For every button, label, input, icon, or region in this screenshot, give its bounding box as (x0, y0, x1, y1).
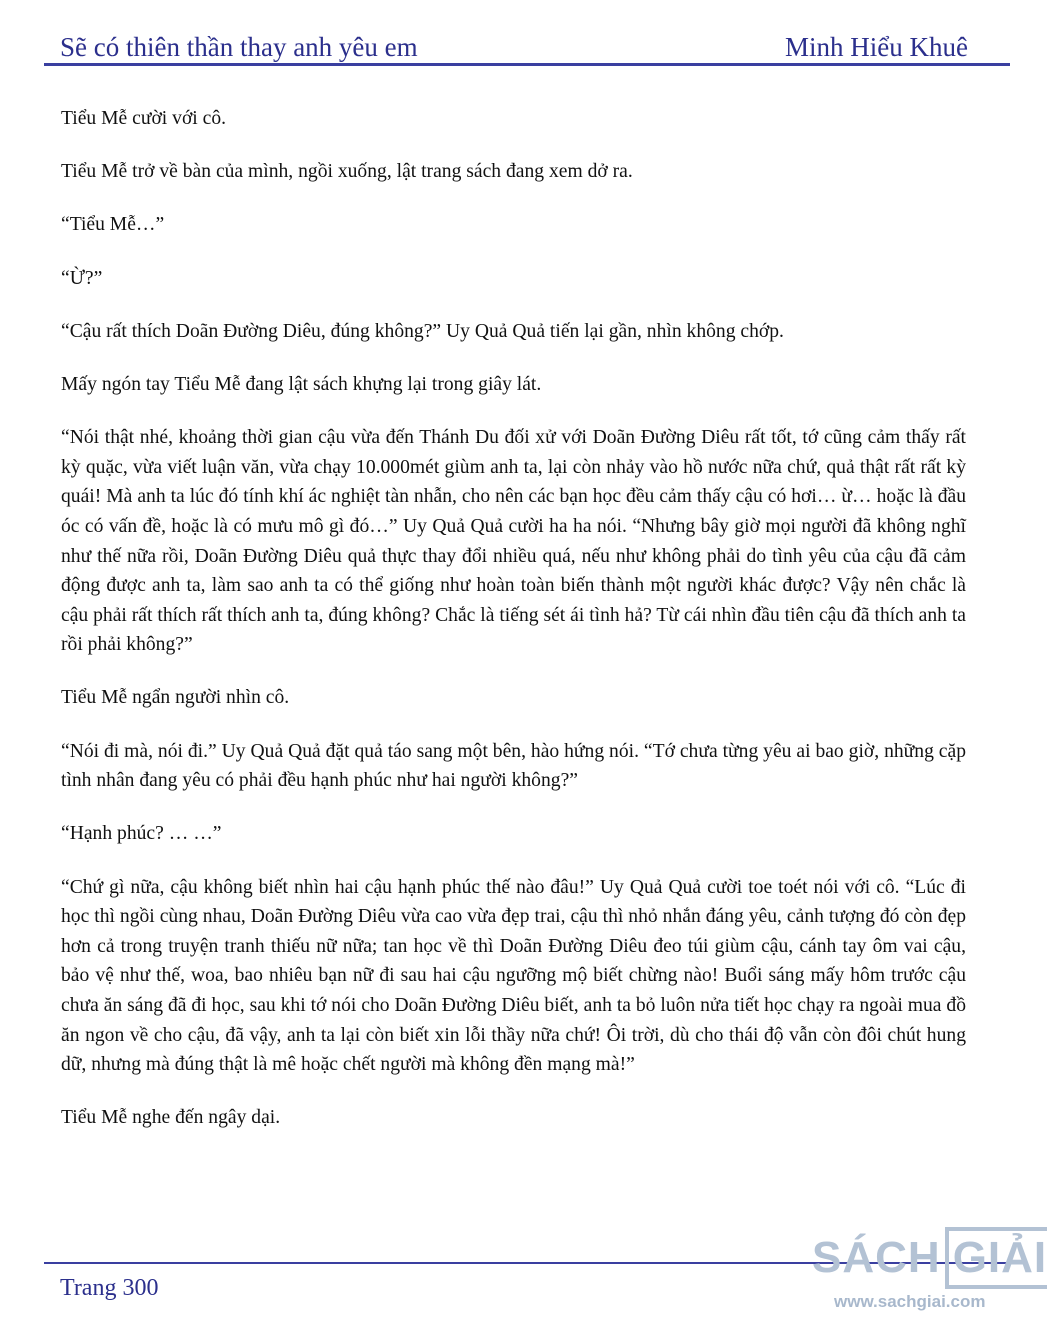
paragraph: Tiểu Mễ cười với cô. (61, 108, 227, 129)
paragraph: “Hạnh phúc? … …” (61, 823, 222, 845)
paragraph: “Chứ gì nữa, cậu không biết nhìn hai cậu hạnh phúc thế nào đâu!” Uy Quả Quả cười toe toét nói với cô. “Lúc đi học thì ngồi cùng nhau, Doãn Đường Diêu vừa cao vừa đẹp trai, cậu thì nhỏ nhắn đáng yêu, cảnh tượng đó còn đẹp hơn cả trong truyện tranh thiếu nữ nữa; tan học về thì Doãn Đường Diêu đeo túi giùm cậu, cánh tay ôm vai cậu, bảo vệ như thế, woa, bao nhiêu bạn nữ đi sau hai cậu ngưỡng mộ biết chừng nào! Buổi sáng mấy hôm trước cậu chưa ăn sáng đã đi học, sau khi tớ nói cho Doãn Đường Diêu biết, anh ta bỏ luôn nửa tiết học chạy ra ngoài mua đồ ăn ngon về cho cậu, đã vậy, anh ta lại còn biết xin lỗi thầy nữa chứ! Ôi trời, dù cho thái độ vẫn còn đôi chút hung dữ, nhưng mà đúng thật là mê hoặc chết người mà không đền mạng mà!” (61, 876, 966, 1076)
page-header (60, 24, 968, 64)
paragraph: Mấy ngón tay Tiểu Mễ đang lật sách khựng lại trong giây lát. (61, 373, 542, 395)
paragraph: “Cậu rất thích Doãn Đường Diêu, đúng không?” Uy Quả Quả tiến lại gần, nhìn không chớp. (61, 320, 784, 342)
page-body (61, 104, 966, 1157)
page-number: Trang 300 (60, 1275, 159, 1301)
watermark-logo (812, 1228, 1047, 1288)
book-author: Minh Hiểu Khuê (785, 32, 968, 62)
paragraph: “Nói thật nhé, khoảng thời gian cậu vừa đến Thánh Du đối xử với Doãn Đường Diêu rất tốt, tớ cũng cảm thấy rất kỳ quặc, vừa viết luận văn, vừa chạy 10.000mét giùm anh ta, lại còn nhảy vào hồ nước nữa chứ, quả thật rất rất kỳ quái! Mà anh ta lúc đó tính khí ác nghiệt tàn nhẫn, cho nên các bạn học đều cảm thấy cậu có hơi… ừ… hoặc là đầu óc có vấn đề, hoặc là có mưu mô gì đó…” Uy Quả Quả cười ha ha nói. “Nhưng bây giờ mọi người đã không nghĩ như thế nữa rồi, Doãn Đường Diêu quả thực thay đổi nhiều quá, nếu như không phải do tình yêu của cậu đã cảm động được anh ta, làm sao anh ta có thể giống như hoàn toàn biến thành một người khác được? Vậy nên chắc là cậu phải rất thích rất thích anh ta, đúng không? Chắc là tiếng sét ái tình hả? Từ cái nhìn đầu tiên cậu đã thích anh ta rồi phải không?” (61, 427, 966, 656)
paragraph: “Nói đi mà, nói đi.” Uy Quả Quả đặt quả táo sang một bên, hào hứng nói. “Tớ chưa từng yêu ai bao giờ, những cặp tình nhân đang yêu có phải đều hạnh phúc như hai người không?” (61, 740, 966, 792)
watermark-logo-right: GIẢI (952, 1233, 1047, 1282)
paragraph: Tiểu Mễ nghe đến ngây dại. (61, 1107, 281, 1129)
book-title: Sẽ có thiên thần thay anh yêu em (60, 32, 418, 62)
paragraph: Tiểu Mễ trở về bàn của mình, ngồi xuống, lật trang sách đang xem dở ra. (61, 161, 633, 183)
watermark-logo-left: SÁCH (812, 1233, 941, 1282)
watermark-logo-box (945, 1227, 1047, 1289)
sachgiai-watermark (812, 1228, 1047, 1320)
watermark-url: www.sachgiai.com (834, 1292, 986, 1311)
paragraph: “Ừ?” (61, 267, 103, 289)
header-divider (44, 63, 1010, 66)
paragraph: Tiểu Mễ ngẩn người nhìn cô. (61, 687, 290, 709)
paragraph: “Tiểu Mễ…” (61, 214, 165, 236)
